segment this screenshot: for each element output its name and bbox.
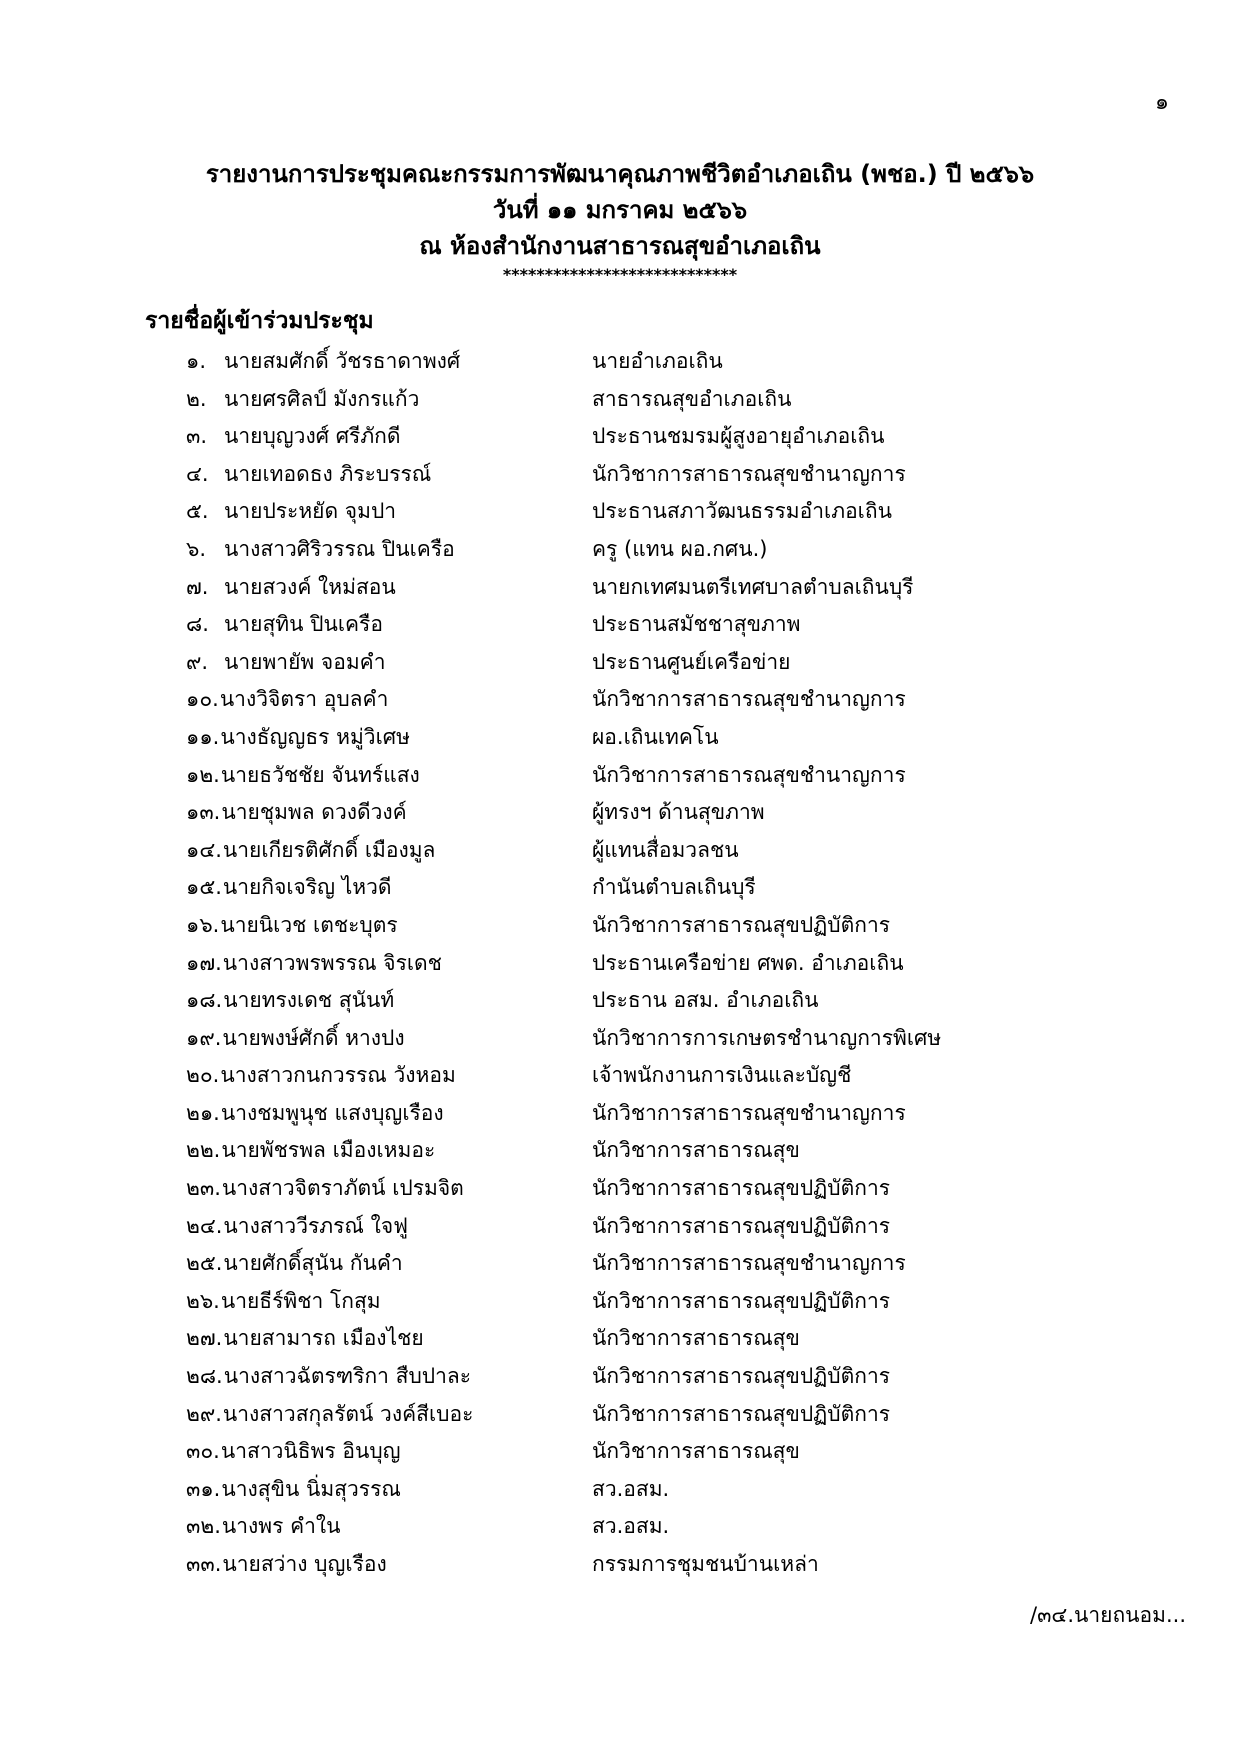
attendee-position: นักวิชาการสาธารณสุขชำนาญการ (592, 1100, 906, 1125)
attendee-name: นายบุญวงศ์ ศรีภักดี (224, 424, 401, 449)
attendee-number: ๒๑. (186, 1100, 220, 1125)
attendee-position: นักวิชาการสาธารณสุขปฏิบัติการ (592, 912, 891, 937)
attendee-position: ประธาน อสม. อำเภอเถิน (592, 988, 819, 1013)
attendee-position: กรรมการชุมชนบ้านเหล่า (592, 1552, 819, 1576)
attendee-position: สว.อสม. (592, 1476, 670, 1501)
attendee-position: เจ้าพนักงานการเงินและบัญชี (592, 1063, 852, 1088)
attendee-number: ๑๒. (186, 762, 220, 787)
attendee-row (0, 456, 1240, 494)
attendee-name: นายนิเวช เตชะบุตร (220, 912, 398, 937)
attendee-name: นายเกียรติศักดิ์ เมืองมูล (222, 837, 436, 862)
attendee-row (0, 1546, 1240, 1584)
attendee-position: นักวิชาการสาธารณสุขปฏิบัติการ (592, 1288, 891, 1313)
attendee-position: นักวิชาการสาธารณสุข (592, 1439, 800, 1464)
attendee-position: นักวิชาการสาธารณสุขปฏิบัติการ (592, 1364, 891, 1389)
attendee-number: ๑๓. (186, 800, 221, 825)
attendee-name: นายประหยัด จุมปา (224, 499, 397, 524)
attendee-number: ๒๘. (186, 1364, 223, 1389)
attendee-row (0, 1433, 1240, 1471)
attendee-name: นางวิจิตรา อุบลคำ (219, 687, 389, 712)
attendee-number: ๑. (186, 349, 207, 373)
attendee-number: ๒๕. (186, 1251, 223, 1276)
attendee-position: ประธานสภาวัฒนธรรมอำเภอเถิน (592, 499, 892, 524)
attendee-number: ๒๓. (186, 1176, 221, 1201)
attendee-row (0, 569, 1240, 607)
attendee-row (0, 1471, 1240, 1509)
attendee-position: นักวิชาการสาธารณสุข (592, 1326, 800, 1351)
attendee-row (0, 1358, 1240, 1396)
attendee-name: นางสาวกนกวรรณ วังหอม (220, 1063, 456, 1088)
attendee-number: ๒. (186, 386, 207, 411)
attendee-name: นายธวัชชัย จันทร์แสง (220, 762, 420, 787)
attendee-position: นักวิชาการสาธารณสุขชำนาญการ (592, 762, 906, 787)
attendee-name: นายชุมพล ดวงดีวงค์ (221, 800, 407, 825)
attendee-row (0, 719, 1240, 757)
attendee-number: ๕. (186, 499, 209, 524)
attendee-name: นายศรศิลป์ มังกรแก้ว (224, 386, 420, 411)
attendee-position: ครู (แทน ผอ.กศน.) (592, 536, 768, 561)
attendee-name: นายพายัพ จอมคำ (224, 649, 386, 674)
attendee-row (0, 869, 1240, 907)
attendee-position: สาธารณสุขอำเภอเถิน (592, 386, 792, 411)
continuation-note: /๓๔.นายถนอม... (1030, 1603, 1187, 1627)
attendee-number: ๓๐. (186, 1439, 220, 1464)
attendee-position: ประธานศูนย์เครือข่าย (592, 649, 791, 674)
attendee-row (0, 1132, 1240, 1170)
attendee-position: นักวิชาการสาธารณสุขชำนาญการ (592, 1251, 906, 1276)
attendee-row (0, 644, 1240, 682)
attendee-row (0, 794, 1240, 832)
attendee-name: นายสวงค์ ใหม่สอน (224, 574, 396, 599)
meeting-date: วันที่ ๑๑ มกราคม ๒๕๖๖ (492, 196, 748, 224)
attendee-position: นายกเทศมนตรีเทศบาลตำบลเถินบุรี (592, 574, 914, 599)
attendee-row (0, 757, 1240, 795)
attendee-number: ๒๒. (186, 1138, 221, 1163)
attendee-number: ๒๖. (186, 1288, 220, 1313)
attendee-position: นักวิชาการสาธารณสุขปฏิบัติการ (592, 1213, 891, 1238)
attendee-name: นางสาวศิริวรรณ ปินเครือ (224, 536, 455, 561)
attendee-name: นายสว่าง บุญเรือง (222, 1552, 387, 1576)
attendee-row (0, 418, 1240, 456)
attendee-position: ผอ.เถินเทคโน (592, 724, 719, 749)
attendee-number: ๑๗. (186, 950, 222, 975)
attendee-name: นางสาวจิตราภัตน์ เปรมจิต (221, 1176, 464, 1201)
page-number: ๑ (1155, 90, 1169, 115)
attendee-number: ๙. (186, 649, 209, 674)
attendee-number: ๑๘. (186, 988, 223, 1013)
attendee-position: ประธานเครือข่าย ศพด. อำเภอเถิน (592, 950, 904, 975)
attendee-name: นายพงษ์ศักดิ์ หางปง (222, 1025, 405, 1050)
attendee-name: นายศักดิ์สุนัน กันคำ (223, 1251, 403, 1276)
separator-stars: **************************** (502, 265, 738, 284)
attendee-row (0, 907, 1240, 945)
attendee-name: นางพร คำใน (221, 1514, 341, 1539)
attendee-name: นางสาวฉัตรฑริกา สืบปาละ (223, 1364, 472, 1389)
attendee-row (0, 1508, 1240, 1546)
attendees-heading: รายชื่อผู้เข้าร่วมประชุม (145, 308, 374, 334)
attendee-row (0, 343, 1240, 381)
attendee-name: นายสมศักดิ์ วัชรธาดาพงศ์ (224, 349, 461, 373)
attendee-position: ผู้ทรงฯ ด้านสุขภาพ (592, 800, 765, 825)
attendee-row (0, 531, 1240, 569)
attendee-name: นาสาวนิธิพร อินบุญ (220, 1439, 401, 1464)
attendee-number: ๓๓. (186, 1552, 222, 1576)
attendee-name: นายเทอดธง ภิระบรรณ์ (224, 461, 432, 486)
attendee-row (0, 1245, 1240, 1283)
attendee-name: นางธัญญธร หมู่วิเศษ (220, 724, 410, 749)
attendee-number: ๑๖. (186, 912, 220, 937)
attendee-position: นักวิชาการสาธารณสุขชำนาญการ (592, 687, 906, 712)
attendee-number: ๔. (186, 461, 209, 486)
attendee-row (0, 982, 1240, 1020)
attendee-position: กำนันตำบลเถินบุรี (592, 875, 756, 900)
attendee-position: นักวิชาการการเกษตรชำนาญการพิเศษ (592, 1025, 942, 1050)
attendee-name: นายสามารถ เมืองไชย (223, 1326, 424, 1351)
attendee-row (0, 832, 1240, 870)
attendee-position: สว.อสม. (592, 1514, 670, 1539)
attendee-name: นางสาวพรพรรณ จิรเดช (222, 950, 442, 975)
attendee-number: ๓๒. (186, 1514, 221, 1539)
attendee-number: ๒๔. (186, 1213, 223, 1238)
attendee-number: ๓. (186, 424, 208, 449)
attendee-row (0, 1396, 1240, 1434)
attendee-number: ๒๐. (186, 1063, 220, 1088)
attendee-row (0, 606, 1240, 644)
attendee-row (0, 945, 1240, 983)
attendee-row (0, 1208, 1240, 1246)
meeting-place: ณ ห้องสำนักงานสาธารณสุขอำเภอเถิน (419, 232, 821, 260)
attendee-number: ๓๑. (186, 1476, 221, 1501)
attendee-name: นางสุขิน นิ่มสุวรรณ (221, 1476, 401, 1501)
attendee-position: นายอำเภอเถิน (592, 349, 723, 373)
attendee-number: ๒๙. (186, 1401, 222, 1426)
attendee-name: นางสาวสกุลรัตน์ วงค์สีเบอะ (222, 1401, 474, 1426)
attendee-row (0, 1095, 1240, 1133)
attendee-number: ๘. (186, 612, 209, 637)
attendee-position: นักวิชาการสาธารณสุขปฏิบัติการ (592, 1401, 891, 1426)
attendee-number: ๑๐. (186, 687, 219, 712)
attendee-number: ๑๔. (186, 837, 222, 862)
attendee-position: ประธานสมัชชาสุขภาพ (592, 612, 801, 637)
attendee-row (0, 1320, 1240, 1358)
attendee-name: นายกิจเจริญ ไหวดี (222, 875, 392, 900)
attendee-name: นายสุทิน ปินเครือ (224, 612, 383, 637)
attendee-name: นายธีร์พิชา โกสุม (220, 1288, 381, 1313)
attendee-row (0, 381, 1240, 419)
attendee-position: นักวิชาการสาธารณสุขปฏิบัติการ (592, 1176, 891, 1201)
attendee-number: ๒๗. (186, 1326, 223, 1351)
attendee-position: ประธานชมรมผู้สูงอายุอำเภอเถิน (592, 424, 885, 449)
document-header (0, 156, 1240, 264)
attendee-row (0, 1283, 1240, 1321)
attendee-row (0, 1170, 1240, 1208)
attendee-row (0, 493, 1240, 531)
attendee-position: นักวิชาการสาธารณสุขชำนาญการ (592, 461, 906, 486)
attendee-list (0, 343, 1240, 1584)
attendee-row (0, 1020, 1240, 1058)
attendee-number: ๑๑. (186, 724, 220, 749)
attendee-position: นักวิชาการสาธารณสุข (592, 1138, 800, 1163)
document-title: รายงานการประชุมคณะกรรมการพัฒนาคุณภาพชีวิตอำเภอเถิน (พชอ.) ปี ๒๕๖๖ (205, 160, 1035, 188)
attendee-name: นายพัชรพล เมืองเหมอะ (221, 1138, 436, 1163)
attendee-number: ๖. (186, 536, 207, 561)
attendee-position: ผู้แทนสื่อมวลชน (592, 837, 739, 862)
attendee-name: นางสาววีรภรณ์ ใจฟู (223, 1213, 409, 1238)
attendee-row (0, 681, 1240, 719)
attendee-number: ๑๙. (186, 1025, 222, 1050)
attendee-name: นายทรงเดช สุนันท์ (223, 988, 395, 1013)
attendee-number: ๗. (186, 574, 209, 599)
attendee-number: ๑๕. (186, 875, 222, 900)
attendee-name: นางชมพูนุช แสงบุญเรือง (220, 1100, 444, 1125)
attendee-row (0, 1057, 1240, 1095)
